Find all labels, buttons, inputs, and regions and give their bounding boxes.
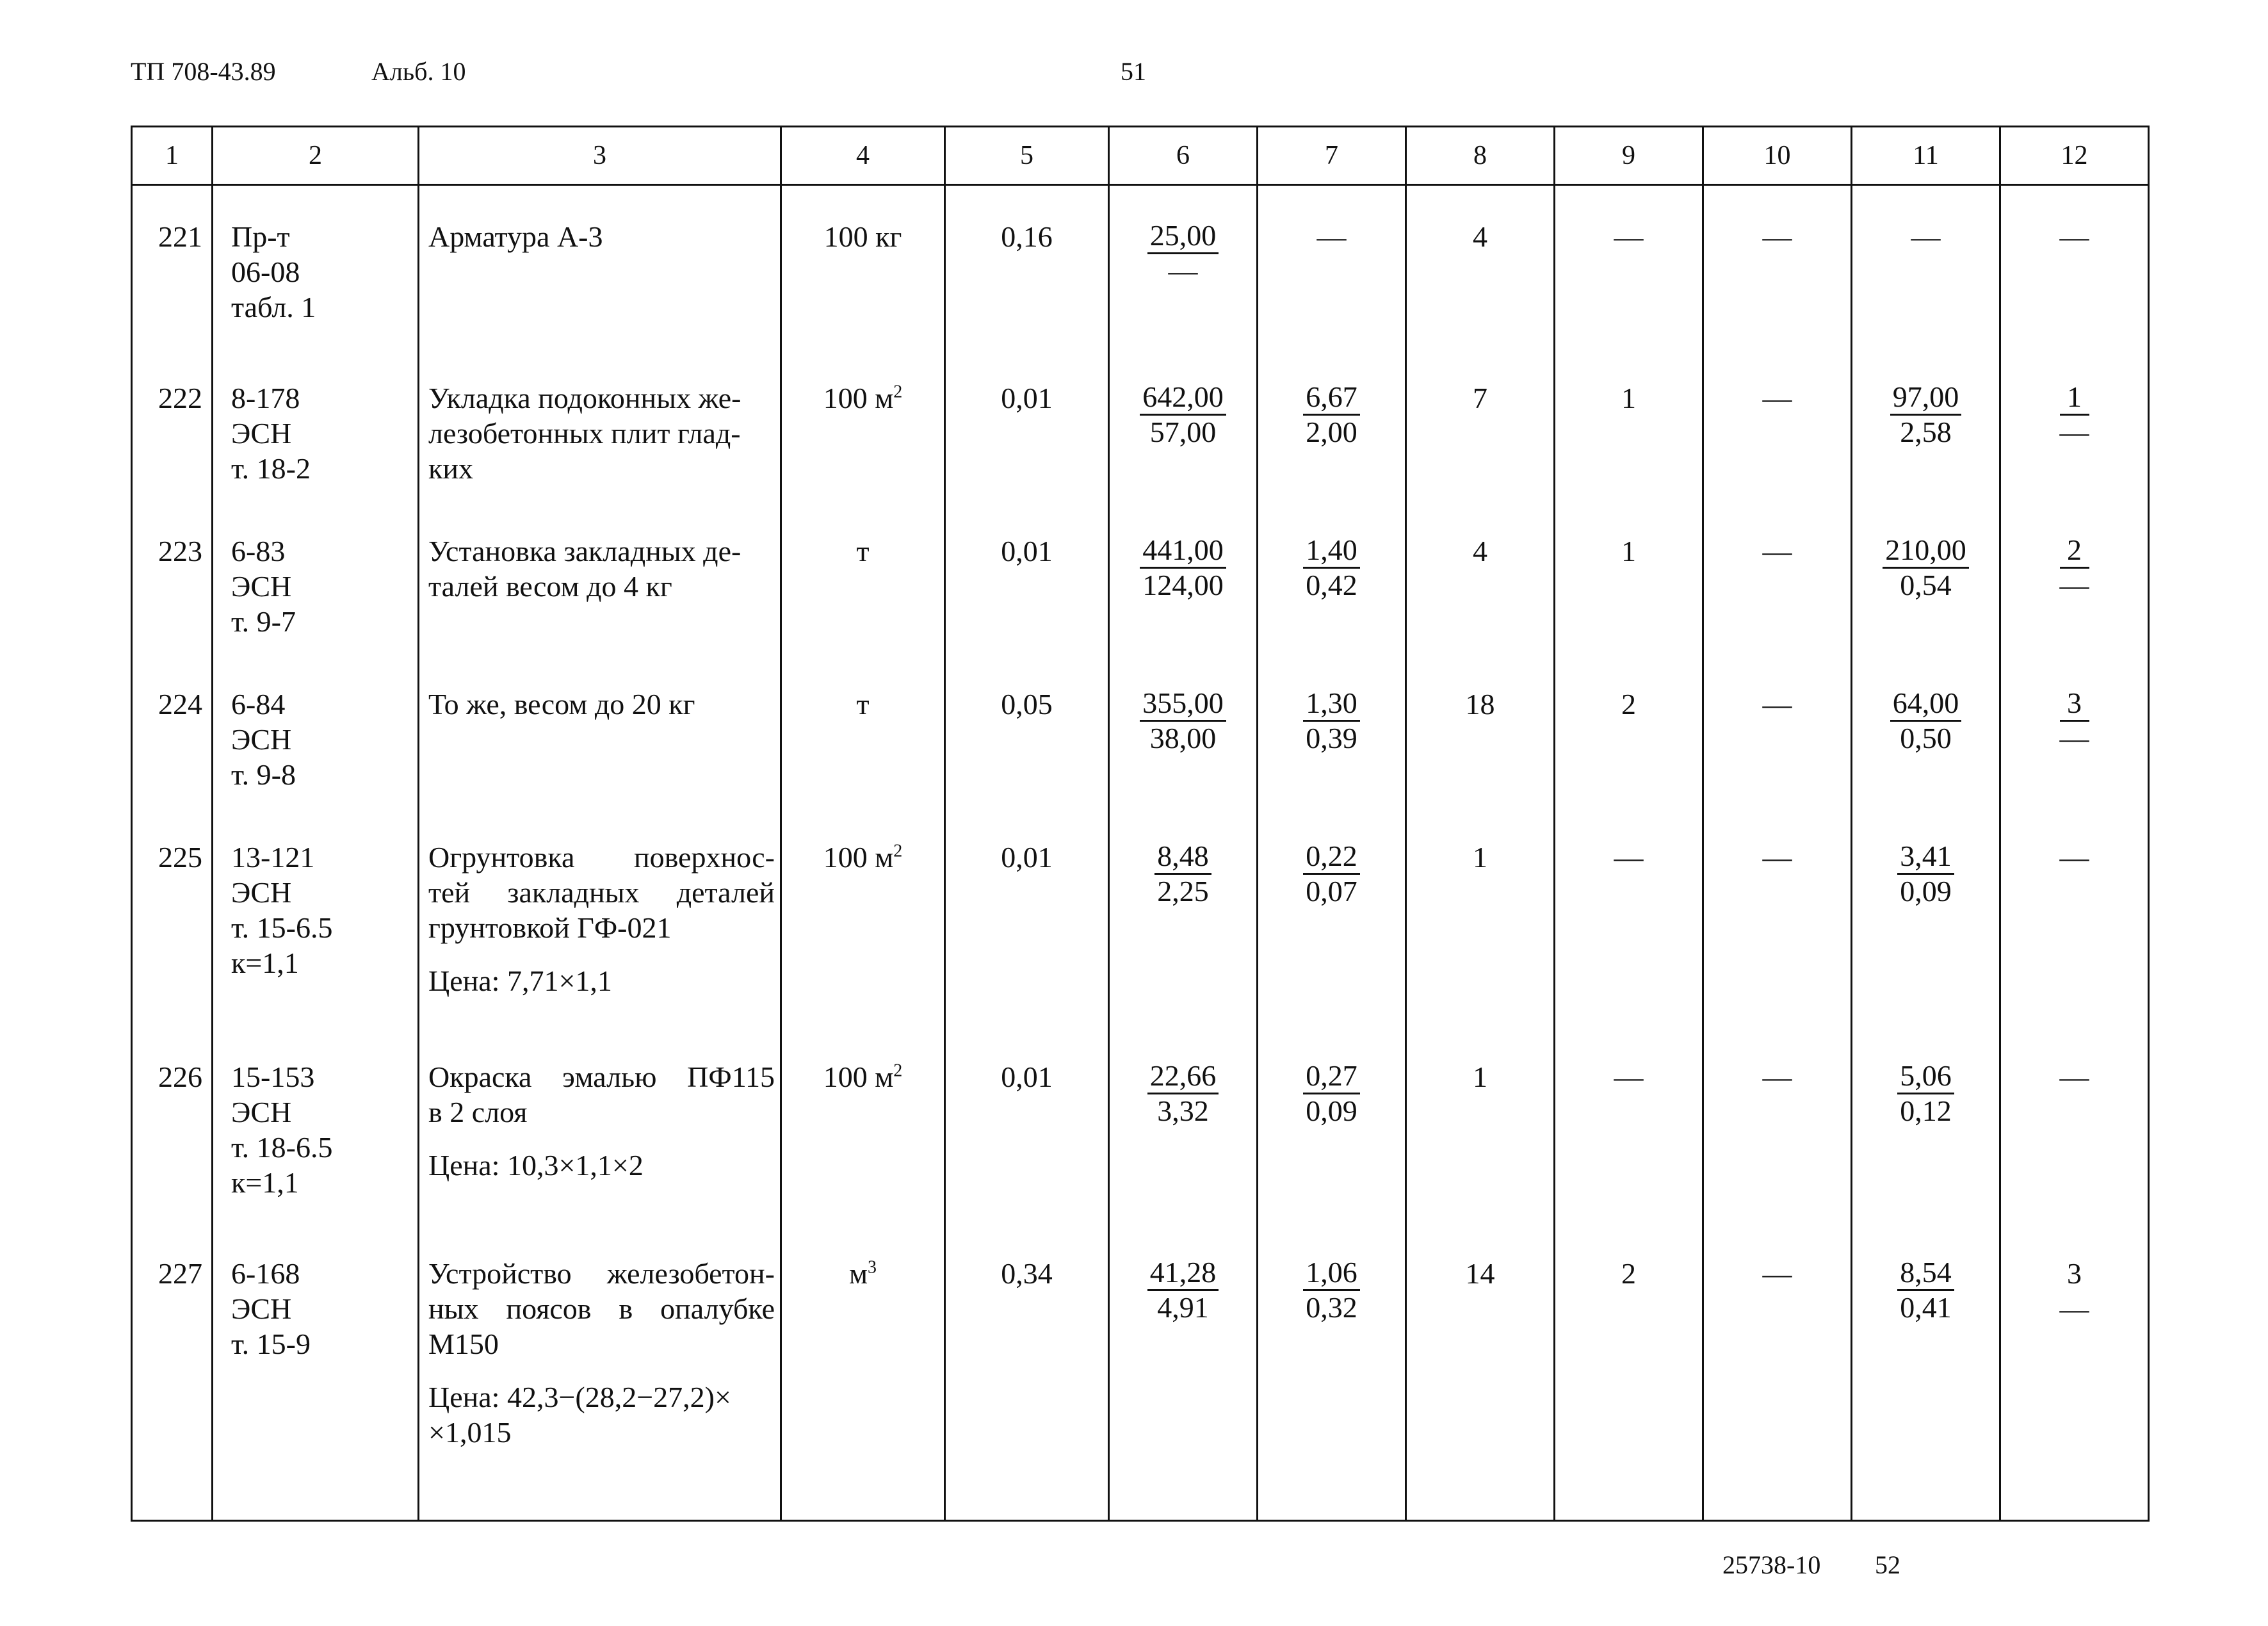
- cell-work-description: [419, 687, 781, 840]
- norm-reference-line: т. 9-7: [231, 605, 296, 638]
- cell-col-11: [1852, 1256, 2000, 1519]
- col-10-value: —: [1762, 382, 1792, 415]
- cell-quantity: [945, 840, 1109, 1059]
- col-11-fraction-denominator: 0,41: [1900, 1291, 1952, 1324]
- col-7-fraction-denominator: 0,07: [1306, 874, 1357, 907]
- col-7-fraction: [1303, 380, 1360, 449]
- cell-work-description: [419, 840, 781, 1059]
- empty-cell: [1703, 1520, 1852, 1521]
- empty-cell: [781, 1520, 945, 1521]
- cell-col-11: [1852, 185, 2000, 381]
- cell-col-12: [2000, 687, 2149, 840]
- unit-text: 100 м: [823, 1060, 894, 1093]
- cell-col-6: [1109, 533, 1258, 687]
- cell-col-12: [2000, 840, 2149, 1059]
- col-8-value: 4: [1473, 535, 1487, 568]
- col-7-fraction-denominator: 0,42: [1306, 569, 1357, 602]
- cell-col-10: [1703, 687, 1852, 840]
- description-line: талей весом до 4 кг: [428, 570, 672, 603]
- unit-exponent: 2: [893, 1061, 903, 1081]
- cell-norm-reference: [213, 1256, 419, 1519]
- col-6-fraction-numerator: 8,48: [1154, 840, 1211, 875]
- empty-cell: [1406, 1520, 1555, 1521]
- item-number: 227: [158, 1257, 202, 1290]
- col-7-fraction-denominator: 0,09: [1306, 1094, 1357, 1127]
- item-number: 221: [158, 220, 202, 253]
- col-12-fraction-numerator: 2: [2060, 533, 2089, 569]
- col-6-fraction: [1147, 1059, 1219, 1128]
- col-11-fraction-numerator: 3,41: [1897, 840, 1954, 875]
- col-8-value: 4: [1473, 220, 1487, 253]
- col-11-fraction-denominator: 0,54: [1900, 569, 1952, 602]
- col-6-fraction-numerator: 25,00: [1147, 219, 1219, 254]
- norm-reference-line: ЭСН: [231, 1095, 292, 1128]
- col-6-fraction-numerator: 355,00: [1140, 687, 1226, 722]
- col-10-value: —: [1762, 535, 1792, 568]
- cell-item-number: [132, 380, 213, 533]
- col-11-fraction-numerator: 8,54: [1897, 1256, 1954, 1291]
- col-12-fraction-denominator: —: [2059, 721, 2089, 754]
- cell-quantity: [945, 1059, 1109, 1256]
- cell-col-11: [1852, 1059, 2000, 1256]
- cell-col-12: [2000, 533, 2149, 687]
- col-11-fraction-denominator: 2,58: [1900, 416, 1952, 449]
- norm-reference-line: ЭСН: [231, 1292, 292, 1326]
- norm-reference-line: 6-168: [231, 1257, 300, 1290]
- table-row: [132, 185, 2149, 381]
- col-6-fraction-denominator: 38,00: [1149, 721, 1217, 754]
- cell-col-9: [1555, 380, 1703, 533]
- col-10-value: —: [1762, 220, 1792, 253]
- col-11-fraction-denominator: 0,12: [1900, 1094, 1952, 1127]
- col-11-fraction-numerator: 210,00: [1883, 533, 1969, 569]
- col-6-fraction: [1147, 1256, 1219, 1324]
- col-8-value: 1: [1473, 1060, 1487, 1093]
- description-line: То же, весом до 20 кг: [428, 687, 695, 720]
- cell-col-6: [1109, 380, 1258, 533]
- col-11-fraction-numerator: 5,06: [1897, 1059, 1954, 1094]
- quantity-value: 0,01: [1001, 1060, 1053, 1093]
- cell-col-10: [1703, 840, 1852, 1059]
- col-9-value: 1: [1621, 382, 1636, 415]
- col-12-value: —: [2059, 840, 2089, 874]
- cell-norm-reference: [213, 687, 419, 840]
- description-line: лезобетонных плит глад-: [428, 417, 741, 450]
- col-7-value: —: [1316, 220, 1347, 253]
- col-6-fraction-denominator: 57,00: [1149, 416, 1217, 449]
- cell-col-7: [1258, 687, 1406, 840]
- column-header-4: 4: [781, 127, 945, 185]
- col-7-fraction: [1303, 1256, 1360, 1324]
- norm-reference-line: 6-83: [231, 535, 286, 568]
- cell-col-6: [1109, 1059, 1258, 1256]
- cell-item-number: [132, 185, 213, 381]
- description-line: ких: [428, 452, 473, 485]
- cell-item-number: [132, 840, 213, 1059]
- cell-norm-reference: [213, 1059, 419, 1256]
- unit-exponent: 2: [893, 841, 903, 861]
- col-9-value: 2: [1621, 1257, 1636, 1290]
- unit-text: м: [848, 1257, 868, 1290]
- cell-quantity: [945, 533, 1109, 687]
- column-header-9: 9: [1555, 127, 1703, 185]
- col-6-fraction: [1154, 840, 1211, 908]
- description-line: М150: [428, 1328, 499, 1361]
- col-8-value: 1: [1473, 840, 1487, 874]
- col-12-fraction: [2060, 533, 2089, 602]
- cell-col-11: [1852, 687, 2000, 840]
- cell-work-description: [419, 1256, 781, 1519]
- unit-text: т: [856, 535, 870, 568]
- col-6-fraction-numerator: 642,00: [1140, 380, 1226, 416]
- cell-quantity: [945, 1256, 1109, 1519]
- quantity-value: 0,16: [1001, 220, 1053, 253]
- footer-page-number: 52: [1875, 1550, 1900, 1579]
- col-10-value: —: [1762, 1060, 1792, 1093]
- col-10-value: —: [1762, 687, 1792, 720]
- cell-col-9: [1555, 687, 1703, 840]
- item-number: 226: [158, 1060, 202, 1093]
- col-12-fraction-numerator: 1: [2060, 380, 2089, 416]
- col-6-fraction-numerator: 441,00: [1140, 533, 1226, 569]
- quantity-value: 0,05: [1001, 687, 1053, 720]
- col-12-value: —: [2059, 1060, 2089, 1093]
- cell-col-6: [1109, 840, 1258, 1059]
- cell-col-9: [1555, 185, 1703, 381]
- unit-text: 100 м: [823, 382, 894, 415]
- empty-cell: [2000, 1520, 2149, 1521]
- cell-col-10: [1703, 380, 1852, 533]
- col-8-value: 18: [1465, 687, 1495, 720]
- col-7-fraction-numerator: 0,22: [1303, 840, 1360, 875]
- cell-quantity: [945, 687, 1109, 840]
- empty-cell: [132, 1520, 213, 1521]
- cell-item-number: [132, 533, 213, 687]
- cell-item-number: [132, 1059, 213, 1256]
- cell-col-6: [1109, 1256, 1258, 1519]
- empty-cell: [1555, 1520, 1703, 1521]
- table-body: [132, 185, 2149, 1521]
- cell-col-7: [1258, 1256, 1406, 1519]
- norm-reference-line: Пр-т: [231, 220, 290, 253]
- cell-unit: [781, 687, 945, 840]
- norm-reference-line: 13-121: [231, 840, 315, 874]
- cell-unit: [781, 533, 945, 687]
- cell-item-number: [132, 1256, 213, 1519]
- table-row: [132, 533, 2149, 687]
- empty-cell: [945, 1520, 1109, 1521]
- cell-col-8: [1406, 533, 1555, 687]
- description-line: Укладка подоконных же-: [428, 382, 741, 415]
- description-line: Окраска эмалью ПФ115: [428, 1060, 775, 1093]
- estimate-table: [131, 126, 2150, 1522]
- cell-work-description: [419, 533, 781, 687]
- col-7-fraction-denominator: 0,32: [1306, 1291, 1357, 1324]
- col-9-value: —: [1614, 840, 1644, 874]
- col-11-fraction: [1897, 840, 1954, 908]
- column-header-10: 10: [1703, 127, 1852, 185]
- cell-col-9: [1555, 1059, 1703, 1256]
- cell-norm-reference: [213, 533, 419, 687]
- cell-col-7: [1258, 380, 1406, 533]
- empty-cell: [1109, 1520, 1258, 1521]
- norm-reference-line: т. 18-2: [231, 452, 311, 485]
- col-7-fraction-numerator: 0,27: [1303, 1059, 1360, 1094]
- col-9-value: —: [1614, 220, 1644, 253]
- col-9-value: 2: [1621, 687, 1636, 720]
- cell-item-number: [132, 687, 213, 840]
- col-12-dash: —: [2059, 1292, 2089, 1326]
- item-number: 222: [158, 382, 202, 415]
- cell-col-10: [1703, 185, 1852, 381]
- col-12-fraction-denominator: —: [2059, 416, 2089, 449]
- col-11-fraction-denominator: 0,50: [1900, 721, 1952, 754]
- col-9-value: 1: [1621, 535, 1636, 568]
- description-line: Арматура А-3: [428, 220, 603, 253]
- table-row: [132, 1256, 2149, 1519]
- cell-col-10: [1703, 1256, 1852, 1519]
- unit-exponent: 2: [893, 382, 903, 402]
- column-number-row: [132, 127, 2149, 185]
- col-7-fraction: [1303, 840, 1360, 908]
- norm-reference-line: ЭСН: [231, 722, 292, 756]
- column-header-8: 8: [1406, 127, 1555, 185]
- col-7-fraction: [1303, 1059, 1360, 1128]
- description-line: Огрунтовка поверхнос-: [428, 840, 775, 874]
- col-6-fraction-denominator: —: [1168, 254, 1198, 287]
- col-10-value: —: [1762, 1257, 1792, 1290]
- quantity-value: 0,01: [1001, 840, 1053, 874]
- cell-col-6: [1109, 687, 1258, 840]
- cell-col-8: [1406, 185, 1555, 381]
- unit-text: т: [856, 687, 870, 720]
- col-12-fraction: [2060, 687, 2089, 755]
- cell-work-description: [419, 185, 781, 381]
- col-7-fraction-numerator: 1,06: [1303, 1256, 1360, 1291]
- col-6-fraction: [1147, 219, 1219, 288]
- cell-quantity: [945, 380, 1109, 533]
- price-formula: Цена: 42,3−(28,2−27,2)× ×1,015: [428, 1381, 731, 1449]
- footer-doc-number: 25738-10: [1722, 1550, 1821, 1579]
- column-header-5: 5: [945, 127, 1109, 185]
- cell-unit: [781, 185, 945, 381]
- cell-col-8: [1406, 1059, 1555, 1256]
- col-6-fraction-denominator: 2,25: [1157, 874, 1209, 907]
- item-number: 225: [158, 840, 202, 874]
- quantity-value: 0,01: [1001, 382, 1053, 415]
- col-6-fraction-numerator: 41,28: [1147, 1256, 1219, 1291]
- item-number: 224: [158, 687, 202, 720]
- album-label: Альб. 10: [371, 57, 466, 86]
- col-11-fraction: [1890, 380, 1962, 449]
- description-line: грунтовкой ГФ-021: [428, 911, 672, 944]
- cell-col-12: [2000, 380, 2149, 533]
- cell-work-description: [419, 380, 781, 533]
- norm-reference-line: к=1,1: [231, 1166, 299, 1199]
- col-6-fraction: [1140, 533, 1226, 602]
- norm-reference-line: 6-84: [231, 687, 286, 720]
- cell-col-8: [1406, 840, 1555, 1059]
- norm-reference-line: к=1,1: [231, 946, 299, 979]
- doc-code: ТП 708-43.89: [131, 57, 276, 86]
- col-7-fraction-denominator: 0,39: [1306, 721, 1357, 754]
- table-row: [132, 687, 2149, 840]
- cell-col-7: [1258, 185, 1406, 381]
- cell-unit: [781, 1256, 945, 1519]
- description-line: Установка закладных де-: [428, 535, 741, 568]
- table-row: [132, 1059, 2149, 1256]
- norm-reference-line: 8-178: [231, 382, 300, 415]
- norm-reference-line: табл. 1: [231, 291, 316, 323]
- norm-reference-line: ЭСН: [231, 417, 292, 450]
- cell-col-7: [1258, 840, 1406, 1059]
- col-12-fraction-denominator: —: [2059, 569, 2089, 602]
- cell-col-10: [1703, 533, 1852, 687]
- empty-cell: [1258, 1520, 1406, 1521]
- cell-col-9: [1555, 1256, 1703, 1519]
- norm-reference-line: 06-08: [231, 256, 300, 288]
- unit-text: 100 м: [823, 840, 894, 874]
- item-number: 223: [158, 535, 202, 568]
- cell-unit: [781, 840, 945, 1059]
- norm-reference-line: т. 15-6.5: [231, 911, 333, 944]
- cell-col-7: [1258, 533, 1406, 687]
- column-header-7: 7: [1258, 127, 1406, 185]
- col-9-value: —: [1614, 1060, 1644, 1093]
- unit-text: 100 кг: [823, 220, 902, 253]
- col-6-fraction-denominator: 124,00: [1142, 569, 1224, 602]
- empty-cell: [1852, 1520, 2000, 1521]
- col-7-fraction-denominator: 2,00: [1306, 416, 1357, 449]
- empty-cell: [213, 1520, 419, 1521]
- col-11-fraction: [1897, 1059, 1954, 1128]
- col-11-fraction: [1890, 687, 1962, 755]
- table-row: [132, 840, 2149, 1059]
- cell-col-8: [1406, 687, 1555, 840]
- column-header-2: 2: [213, 127, 419, 185]
- table-row: [132, 380, 2149, 533]
- description-line: в 2 слоя: [428, 1095, 528, 1128]
- col-6-fraction-denominator: 4,91: [1157, 1291, 1209, 1324]
- col-8-value: 14: [1465, 1257, 1495, 1290]
- norm-reference-line: т. 18-6.5: [231, 1130, 333, 1164]
- cell-col-7: [1258, 1059, 1406, 1256]
- cell-col-12: [2000, 1059, 2149, 1256]
- column-header-11: 11: [1852, 127, 2000, 185]
- norm-reference-line: ЭСН: [231, 570, 292, 603]
- col-11-fraction-numerator: 64,00: [1890, 687, 1962, 722]
- cell-col-8: [1406, 1256, 1555, 1519]
- column-header-3: 3: [419, 127, 781, 185]
- unit-exponent: 3: [868, 1257, 877, 1278]
- col-6-fraction: [1140, 380, 1226, 449]
- cell-col-11: [1852, 840, 2000, 1059]
- empty-cell: [419, 1520, 781, 1521]
- column-header-12: 12: [2000, 127, 2149, 185]
- description-line: ных поясов в опалубке: [428, 1292, 775, 1326]
- col-12-value: —: [2059, 220, 2089, 253]
- cell-norm-reference: [213, 840, 419, 1059]
- col-6-fraction-denominator: 3,32: [1157, 1094, 1209, 1127]
- description-line: тей закладных деталей: [428, 875, 775, 909]
- col-10-value: —: [1762, 840, 1792, 874]
- col-11-fraction-numerator: 97,00: [1890, 380, 1962, 416]
- page-number: 51: [1121, 57, 1146, 86]
- col-12-fraction: [2060, 380, 2089, 449]
- cell-quantity: [945, 185, 1109, 381]
- description-line: Устройство железобетон-: [428, 1257, 775, 1290]
- cell-col-9: [1555, 840, 1703, 1059]
- col-8-value: 7: [1473, 382, 1487, 415]
- col-7-fraction: [1303, 687, 1360, 755]
- col-11-value: —: [1911, 220, 1941, 253]
- cell-col-11: [1852, 380, 2000, 533]
- norm-reference-line: ЭСН: [231, 875, 292, 909]
- cell-unit: [781, 380, 945, 533]
- quantity-value: 0,34: [1001, 1257, 1053, 1290]
- column-header-1: 1: [132, 127, 213, 185]
- cell-col-12: [2000, 1256, 2149, 1519]
- col-11-fraction: [1883, 533, 1969, 602]
- col-7-fraction-numerator: 1,30: [1303, 687, 1360, 722]
- col-6-fraction-numerator: 22,66: [1147, 1059, 1219, 1094]
- cell-unit: [781, 1059, 945, 1256]
- cell-col-9: [1555, 533, 1703, 687]
- col-7-fraction-numerator: 1,40: [1303, 533, 1360, 569]
- col-7-fraction: [1303, 533, 1360, 602]
- col-11-fraction-denominator: 0,09: [1900, 874, 1952, 907]
- price-formula: Цена: 10,3×1,1×2: [428, 1148, 644, 1182]
- cell-work-description: [419, 1059, 781, 1256]
- col-12-fraction-numerator: 3: [2060, 687, 2089, 722]
- cell-norm-reference: [213, 380, 419, 533]
- col-11-fraction: [1897, 1256, 1954, 1324]
- norm-reference-line: 15-153: [231, 1060, 315, 1093]
- cell-col-12: [2000, 185, 2149, 381]
- col-6-fraction: [1140, 687, 1226, 755]
- norm-reference-line: т. 9-8: [231, 758, 296, 791]
- quantity-value: 0,01: [1001, 535, 1053, 568]
- empty-filler-row: [132, 1520, 2149, 1521]
- cell-col-10: [1703, 1059, 1852, 1256]
- column-header-6: 6: [1109, 127, 1258, 185]
- cell-col-11: [1852, 533, 2000, 687]
- cell-norm-reference: [213, 185, 419, 381]
- cell-col-8: [1406, 380, 1555, 533]
- price-formula: Цена: 7,71×1,1: [428, 964, 612, 997]
- col-7-fraction-numerator: 6,67: [1303, 380, 1360, 416]
- norm-reference-line: т. 15-9: [231, 1328, 311, 1361]
- cell-col-6: [1109, 185, 1258, 381]
- col-12-value: 3: [2067, 1257, 2082, 1290]
